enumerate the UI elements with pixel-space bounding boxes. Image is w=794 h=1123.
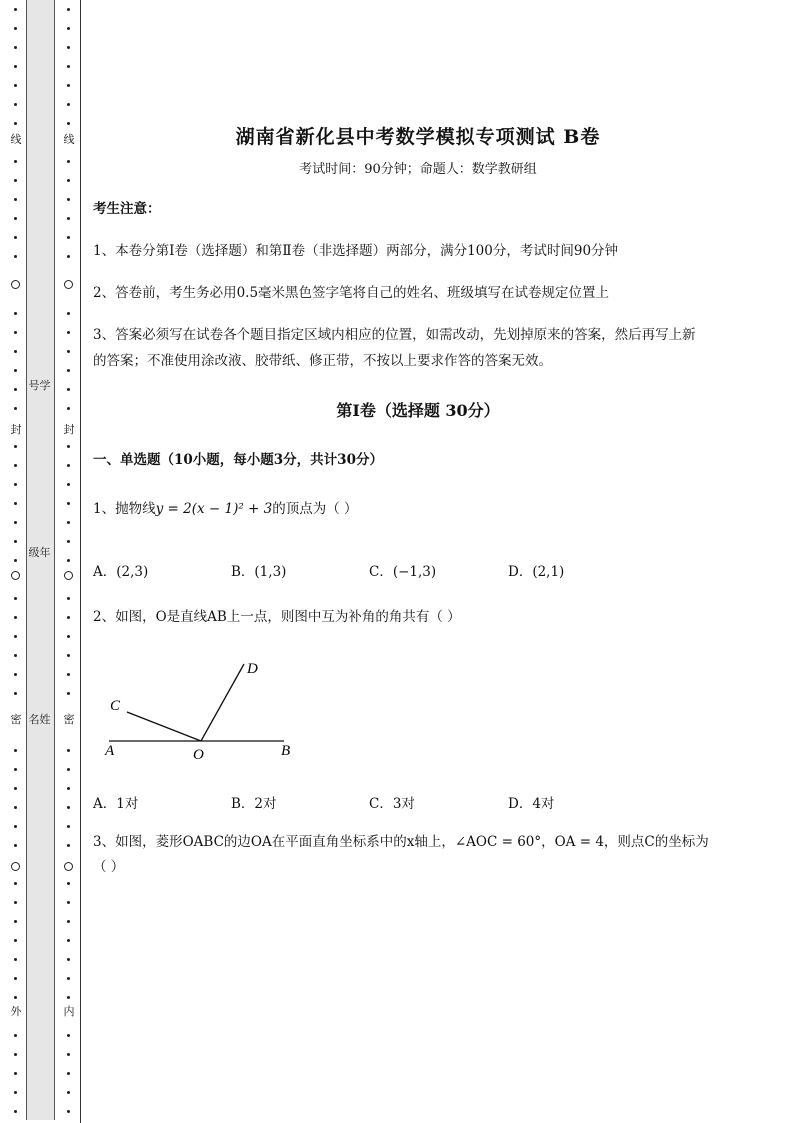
margin-dot [67, 1072, 70, 1075]
part-heading: 一、单选题（10小题，每小题3分，共计30分） [93, 452, 383, 468]
label-d: D [247, 661, 258, 677]
question-3: 3、如图，菱形OABC的边OA在平面直角坐标系中的x轴上，∠AOC = 60°，OA = 4，则点C的坐标为 [93, 834, 709, 850]
margin-dot [67, 787, 70, 790]
margin-dot [14, 1091, 17, 1094]
margin-glyph: 密 [8, 713, 24, 727]
margin-dot [14, 1053, 17, 1056]
margin-dot [14, 198, 17, 201]
q1-option-a: A．(2,3) [93, 564, 149, 580]
margin-dot [14, 65, 17, 68]
margin-dot [14, 255, 17, 258]
notice-item-3-cont: 的答案；不准使用涂改液、胶带纸、修正带，不按以上要求作答的答案无效。 [93, 353, 552, 369]
class-label: 级年 [28, 546, 51, 559]
margin-dot [14, 445, 17, 448]
name-label: 名姓 [28, 713, 51, 726]
margin-dot [67, 369, 70, 372]
margin-dot [14, 939, 17, 942]
margin-glyph: 外 [8, 1005, 24, 1019]
margin-dot [67, 901, 70, 904]
margin-dot [14, 882, 17, 885]
margin-dot [14, 179, 17, 182]
margin-dot [67, 160, 70, 163]
margin-dot [67, 692, 70, 695]
margin-dot [67, 635, 70, 638]
margin-glyph: 线 [61, 133, 77, 147]
margin-dot [14, 217, 17, 220]
margin-dot [14, 540, 17, 543]
margin-dot [14, 616, 17, 619]
label-a: A [105, 743, 115, 759]
margin-dot [67, 65, 70, 68]
margin-dot [67, 407, 70, 410]
margin-dot [14, 521, 17, 524]
margin-circle-icon [64, 571, 73, 580]
margin-dot [67, 350, 70, 353]
margin-dot [14, 1072, 17, 1075]
margin-dot [14, 407, 17, 410]
margin-dot [67, 806, 70, 809]
margin-dot [14, 920, 17, 923]
margin-dot [14, 331, 17, 334]
margin-dot [14, 787, 17, 790]
margin-dot [14, 844, 17, 847]
margin-dot [67, 597, 70, 600]
margin-dot [14, 901, 17, 904]
q2-option-d: D．4对 [508, 796, 555, 812]
margin-dot [67, 825, 70, 828]
margin-dot [14, 958, 17, 961]
margin-dot [14, 483, 17, 486]
margin-dot [14, 388, 17, 391]
label-b: B [281, 743, 291, 759]
label-c: C [110, 698, 121, 714]
question-2: 2、如图，O是直线AB上一点，则图中互为补角的角共有（ ） [93, 609, 461, 625]
margin-dot [67, 844, 70, 847]
q2-option-c: C．3对 [369, 796, 415, 812]
margin-dot [67, 977, 70, 980]
q2-option-b: B．2对 [231, 796, 277, 812]
margin-dot [67, 502, 70, 505]
margin-dot [67, 464, 70, 467]
margin-dot [14, 350, 17, 353]
ray-oc [127, 712, 201, 741]
margin-dot [67, 559, 70, 562]
margin-dot [14, 559, 17, 562]
margin-glyph: 内 [61, 1005, 77, 1019]
right-dotted-line [64, 0, 74, 1123]
margin-dot [67, 920, 70, 923]
margin-glyph: 密 [61, 713, 77, 727]
binding-margin [0, 0, 90, 1123]
margin-dot [14, 103, 17, 106]
exam-title: 湖南省新化县中考数学模拟专项测试 B卷 [235, 126, 601, 148]
q1-option-d: D．(2,1) [508, 564, 565, 580]
margin-dot [14, 369, 17, 372]
margin-dot [14, 673, 17, 676]
margin-circle-icon [64, 280, 73, 289]
margin-dot [67, 312, 70, 315]
binding-strip [26, 0, 55, 1120]
margin-dot [67, 540, 70, 543]
margin-dot [67, 673, 70, 676]
margin-dot [67, 84, 70, 87]
margin-dot [67, 236, 70, 239]
margin-dot [67, 198, 70, 201]
margin-dot [67, 749, 70, 752]
margin-dot [67, 217, 70, 220]
margin-circle-icon [11, 280, 20, 289]
margin-dot [67, 654, 70, 657]
margin-dot [67, 483, 70, 486]
left-dotted-line [11, 0, 21, 1123]
margin-dot [14, 749, 17, 752]
binding-line [80, 0, 81, 1123]
margin-dot [67, 388, 70, 391]
label-o: O [193, 747, 204, 763]
question-1 [93, 496, 358, 522]
margin-dot [67, 958, 70, 961]
margin-dot [67, 27, 70, 30]
margin-glyph: 线 [8, 133, 24, 147]
margin-glyph: 封 [61, 423, 77, 437]
notice-item-1: 1、本卷分第I卷（选择题）和第Ⅱ卷（非选择题）两部分，满分100分，考试时间90分钟 [93, 243, 619, 259]
angle-figure [101, 655, 311, 765]
ray-od [201, 664, 244, 741]
margin-dot [67, 122, 70, 125]
margin-dot [14, 806, 17, 809]
q1-option-b: B．(1,3) [231, 564, 287, 580]
margin-dot [67, 996, 70, 999]
section-title: 第I卷（选择题 30分） [336, 401, 500, 420]
margin-dot [67, 1091, 70, 1094]
margin-dot [14, 160, 17, 163]
margin-dot [67, 521, 70, 524]
margin-dot [14, 825, 17, 828]
margin-circle-icon [11, 571, 20, 580]
margin-dot [67, 939, 70, 942]
margin-dot [67, 1110, 70, 1113]
margin-dot [67, 445, 70, 448]
margin-dot [67, 8, 70, 11]
notice-item-2: 2、答卷前，考生务必用0.5毫米黑色签字笔将自己的姓名、班级填写在试卷规定位置上 [93, 285, 610, 301]
margin-dot [14, 236, 17, 239]
notice-item-3: 3、答案必须写在试卷各个题目指定区域内相应的位置，如需改动，先划掉原来的答案，然后再写上新 [93, 327, 696, 343]
margin-dot [14, 1034, 17, 1037]
margin-dot [14, 977, 17, 980]
exam-subtitle: 考试时间：90分钟；命题人：数学教研组 [299, 162, 537, 177]
margin-dot [67, 882, 70, 885]
margin-dot [67, 1053, 70, 1056]
margin-dot [67, 255, 70, 258]
margin-dot [67, 179, 70, 182]
margin-dot [14, 1110, 17, 1113]
margin-dot [14, 597, 17, 600]
question-3-cont: （ ） [93, 859, 125, 875]
margin-dot [67, 103, 70, 106]
margin-dot [14, 27, 17, 30]
margin-dot [67, 331, 70, 334]
margin-dot [14, 502, 17, 505]
margin-dot [67, 616, 70, 619]
margin-circle-icon [11, 862, 20, 871]
margin-dot [14, 312, 17, 315]
q1-prefix: 1、抛物线 [93, 501, 156, 517]
margin-dot [14, 996, 17, 999]
margin-dot [67, 46, 70, 49]
margin-dot [14, 46, 17, 49]
margin-dot [14, 692, 17, 695]
margin-circle-icon [64, 862, 73, 871]
student-number-label: 号学 [28, 379, 51, 392]
margin-glyph: 封 [8, 423, 24, 437]
q1-option-c: C．(−1,3) [369, 564, 437, 580]
margin-dot [14, 464, 17, 467]
margin-dot [14, 8, 17, 11]
margin-dot [14, 635, 17, 638]
q1-suffix: 的顶点为（ ） [272, 501, 358, 517]
margin-dot [14, 654, 17, 657]
margin-dot [67, 1034, 70, 1037]
margin-dot [14, 84, 17, 87]
margin-dot [14, 122, 17, 125]
q2-option-a: A．1对 [93, 796, 139, 812]
q1-formula: y = 2(x − 1)² + 3 [155, 501, 273, 517]
margin-dot [14, 768, 17, 771]
notice-heading: 考生注意： [93, 201, 161, 217]
margin-dot [67, 768, 70, 771]
